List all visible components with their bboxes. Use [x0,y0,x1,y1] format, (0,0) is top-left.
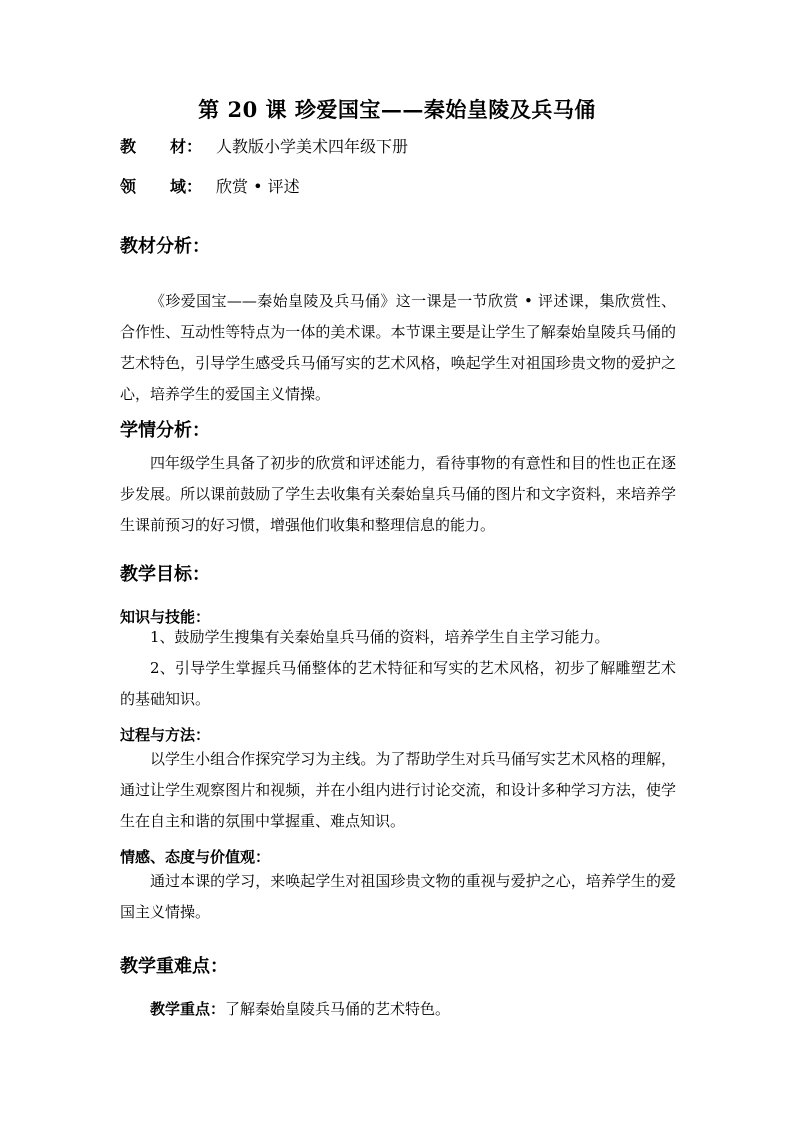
para-process-method: 以学生小组合作探究学习为主线。为了帮助学生对兵马俑写实艺术风格的理解，通过让学生观察图片和视频，并在小组内进行讨论交流，和设计多种学习方法，使学生在自主和谐的氛围中掌握重、难点知识。 [120,750,676,830]
meta-key-a: 领 [120,177,137,196]
meta-key-b: 域： [170,177,203,196]
heading-teaching-goals: 教学目标： [120,564,210,585]
key-point-value: 了解秦始皇陵兵马俑的艺术特色。 [225,1000,451,1018]
meta-key-a: 教 [120,137,137,156]
heading-key-difficult-points: 教学重难点： [120,956,228,977]
label-attitude-values: 情感、态度与价值观： [120,848,271,866]
label-knowledge-skills: 知识与技能： [120,608,211,626]
para-student-analysis: 四年级学生具备了初步的欣赏和评述能力，看待事物的有意性和目的性也正在逐步发展。所以课前鼓励了学生去收集有关秦始皇兵马俑的图片和文字资料，来培养学生课前预习的好习惯，增强他们收集和整理信息的能力。 [120,454,676,534]
key-point-label: 教学重点： [150,1000,226,1018]
meta-key-b: 材： [170,137,203,156]
meta-value: 人教版小学美术四年级下册 [216,137,409,156]
page-title: 第 20 课 珍爱国宝——秦始皇陵及兵马俑 [198,97,596,122]
heading-student-analysis: 学情分析： [120,420,210,441]
para-attitude-values: 通过本课的学习，来唤起学生对祖国珍贵文物的重视与爱护之心，培养学生的爱国主义情操。 [120,872,676,921]
list-item: 1、鼓励学生搜集有关秦始皇兵马俑的资料，培养学生自主学习能力。 [150,628,610,646]
heading-material-analysis: 教材分析： [120,236,210,257]
key-point-line [150,998,450,1019]
meta-domain [120,174,300,197]
para-material-analysis: 《珍爱国宝——秦始皇陵及兵马俑》这一课是一节欣赏 • 评述课，集欣赏性、合作性、互动性等特点为一体的美术课。本节课主要是让学生了解秦始皇陵兵马俑的艺术特色，引导学生感受兵马俑写实的艺术风格，唤起学生对祖国珍贵文物的爱护之心，培养学生的爱国主义情操。 [120,292,676,403]
label-process-method: 过程与方法： [120,726,211,744]
meta-textbook [120,134,408,157]
meta-value: 欣赏 • 评述 [216,177,300,196]
list-item: 2、引导学生掌握兵马俑整体的艺术特征和写实的艺术风格，初步了解雕塑艺术的基础知识。 [120,659,676,708]
